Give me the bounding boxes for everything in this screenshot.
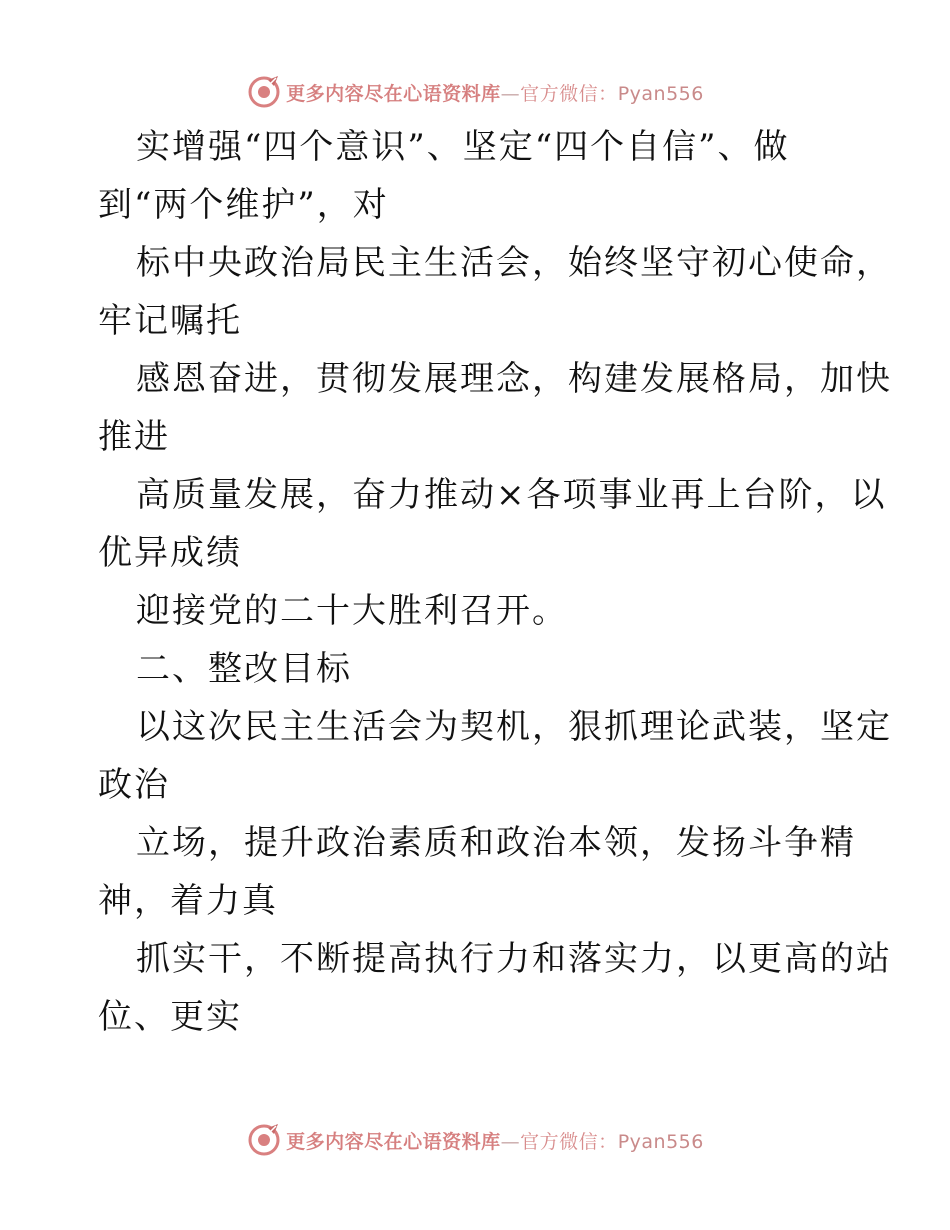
- text-line: 迎接党的二十大胜利召开。: [136, 591, 568, 631]
- text-line: 实增强“四个意识”、坚定“四个自信”、做: [136, 127, 790, 167]
- watermark-label: 官方微信：: [520, 1130, 618, 1153]
- text-line: 到“两个维护”，对: [98, 185, 389, 225]
- text-line: 二、整改目标: [136, 649, 352, 689]
- watermark-id: Pyan556: [617, 82, 704, 105]
- text-line: 抓实干，不断提高执行力和落实力，以更高的站: [136, 939, 892, 979]
- text-line: 政治: [98, 765, 170, 805]
- footer-watermark: [0, 1120, 950, 1160]
- logo-icon: [246, 1122, 282, 1158]
- text-line: 感恩奋进，贯彻发展理念，构建发展格局，加快: [136, 359, 892, 399]
- watermark-separator: —: [500, 1130, 521, 1153]
- text-line: 推进: [98, 417, 170, 457]
- watermark-label: 官方微信：: [520, 82, 618, 105]
- text-line: 以这次民主生活会为契机，狠抓理论武装，坚定: [136, 707, 892, 747]
- watermark-text: [286, 1127, 704, 1154]
- text-line: 优异成绩: [98, 533, 242, 573]
- document-body: [98, 118, 892, 1046]
- logo-icon: [246, 74, 282, 110]
- watermark-main: 更多内容尽在心语资料库: [286, 82, 501, 105]
- text-line: 位、更实: [98, 997, 242, 1037]
- text-line: 立场，提升政治素质和政治本领，发扬斗争精: [136, 823, 856, 863]
- watermark-id: Pyan556: [617, 1130, 704, 1153]
- watermark-main: 更多内容尽在心语资料库: [286, 1130, 501, 1153]
- text-line: 高质量发展，奋力推动×各项事业再上台阶，以: [136, 475, 887, 515]
- text-line: 标中央政治局民主生活会，始终坚守初心使命，: [136, 243, 892, 283]
- watermark-separator: —: [500, 82, 521, 105]
- text-line: 神，着力真: [98, 881, 278, 921]
- text-line: 牢记嘱托: [98, 301, 242, 341]
- watermark-text: [286, 79, 704, 106]
- header-watermark: [0, 72, 950, 112]
